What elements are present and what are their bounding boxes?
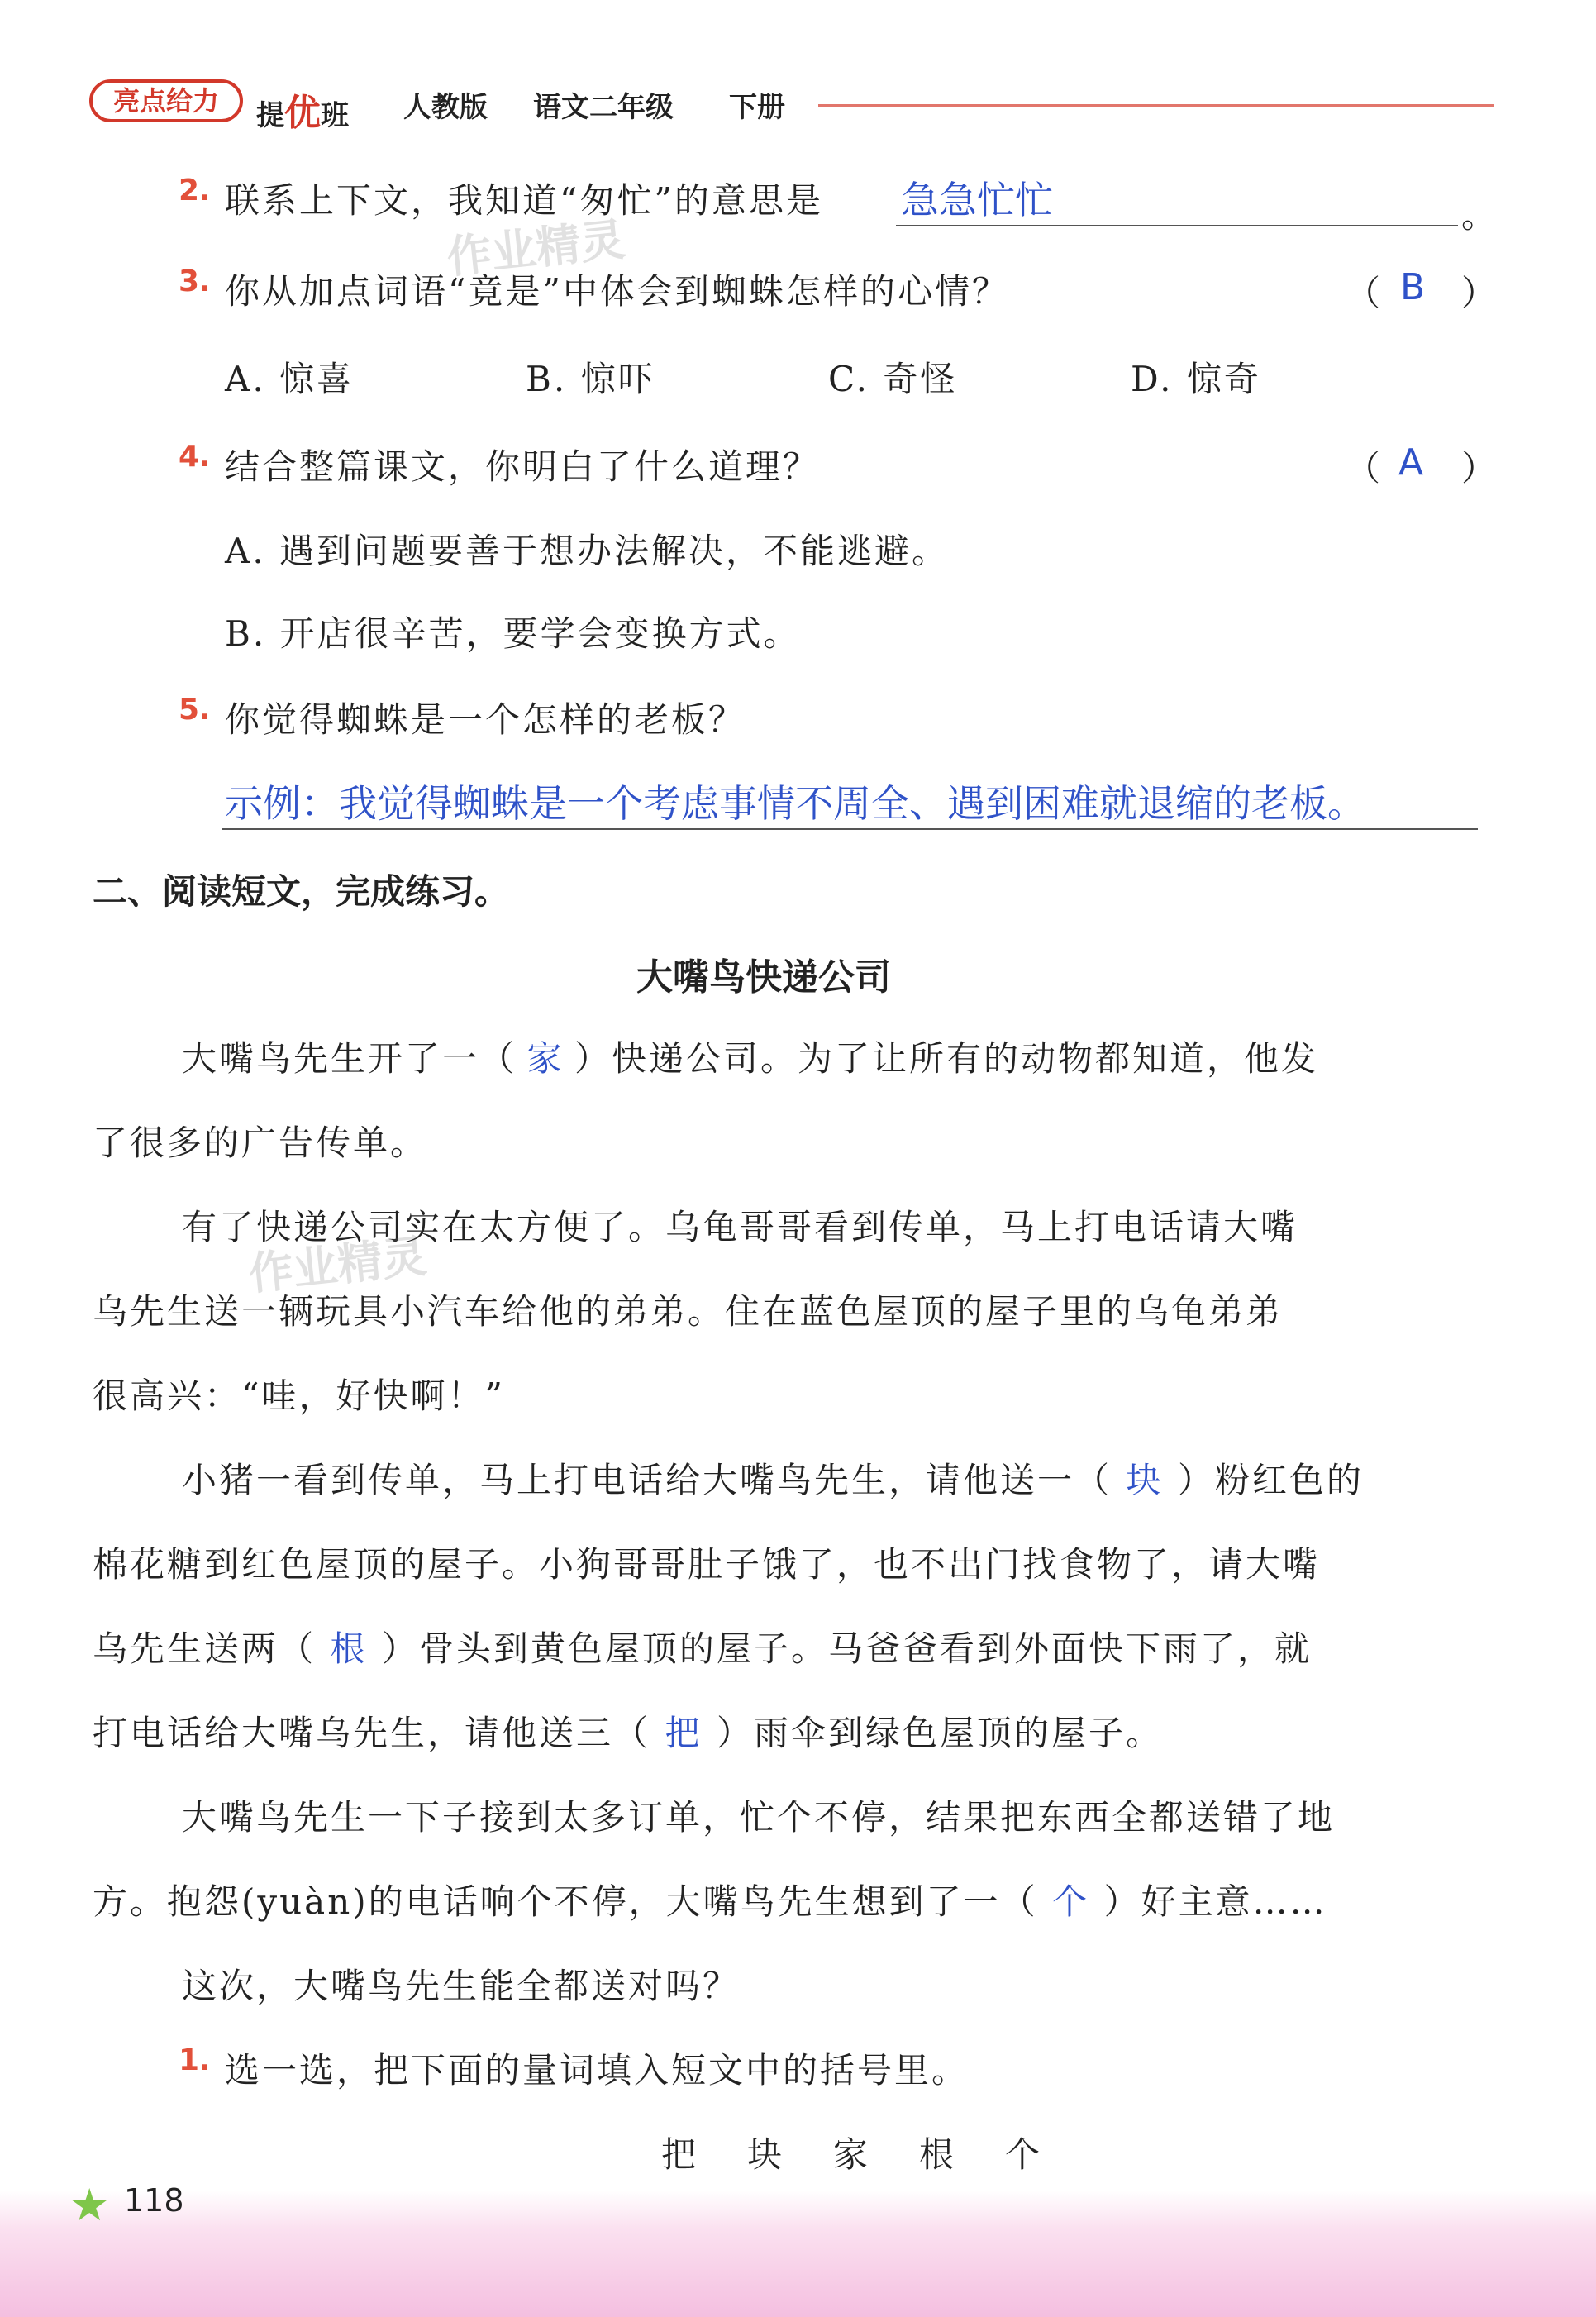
bracket-close: ） [1461,448,1499,489]
watermark: 作业精灵 [245,1229,430,1301]
question-text: 你从加点词语“竟是”中体会到蜘蛛怎样的心情？ [225,271,1009,312]
answer-text: 急急忙忙 [901,178,1053,222]
question-text: 选一选，把下面的量词填入短文中的括号里。 [225,2050,970,2091]
question-number: 1. [179,2043,211,2077]
word-bank-item: 根 [919,2134,957,2175]
option-c: C. 奇怪 [828,359,958,399]
passage-line: 了很多的广告传单。 [93,1123,428,1163]
fill-answer: 家 [526,1038,565,1079]
brand-logo: 亮点给力 [89,79,243,122]
fill-answer: 块 [1126,1460,1164,1500]
question-text: 联系上下文，我知道“匆忙”的意思是 [225,180,823,221]
option-a: A. 惊喜 [225,359,355,399]
fill-answer: 把 [665,1713,703,1753]
star-icon: ★ [69,2179,110,2231]
question-number: 3. [179,265,211,298]
word-bank-item: 家 [833,2134,871,2175]
bracket-open: （ [1346,273,1384,313]
passage-line: 棉花糖到红色屋顶的屋子。小狗哥哥肚子饿了，也不出门找食物了，请大嘴 [93,1544,1321,1585]
subject-label: 语文二年级 [533,91,674,124]
passage-line: 很高兴：“哇，好快啊！” [93,1375,505,1416]
edition-label: 人教版 [403,91,488,124]
passage-line: 有了快递公司实在太方便了。乌龟哥哥看到传单，马上打电话请大嘴 [182,1207,1298,1247]
answer-text: 示例：我觉得蜘蛛是一个考虑事情不周全、遇到困难就退缩的老板。 [225,781,1365,826]
section-heading: 二、阅读短文，完成练习。 [93,871,510,912]
question-number: 5. [179,693,211,727]
word-bank-item: 块 [747,2134,785,2175]
passage-line: 方。抱怨(yuàn)的电话响个不停，大嘴鸟先生想到了一（ 个 ）好主意…… [93,1875,1327,1924]
word-bank-item: 把 [661,2134,699,2175]
bracket-open: （ [1346,448,1384,489]
passage-line: 大嘴鸟先生开了一（ 家 ）快递公司。为了让所有的动物都知道，他发 [182,1032,1318,1081]
bracket-close: ） [1461,273,1499,313]
answer-blank-line [222,828,1478,830]
question-text: 你觉得蜘蛛是一个怎样的老板？ [225,699,746,740]
passage-line: 这次，大嘴鸟先生能全都送对吗？ [182,1966,741,2006]
punctuation: 。 [1461,195,1499,236]
word-bank-item: 个 [1005,2134,1043,2175]
question-number: 4. [179,440,211,474]
option-a: A. 遇到问题要善于想办法解决，不能逃避。 [225,531,950,571]
passage-line: 乌先生送一辆玩具小汽车给他的弟弟。住在蓝色屋顶的屋子里的乌龟弟弟 [93,1291,1284,1332]
passage-line: 乌先生送两（ 根 ）骨头到黄色屋顶的屋子。马爸爸看到外面快下雨了，就 [93,1622,1312,1671]
passage-line: 大嘴鸟先生一下子接到太多订单，忙个不停，结果把东西全都送错了地 [182,1797,1336,1838]
question-text: 结合整篇课文，你明白了什么道理？ [225,446,821,487]
header-rule [818,104,1494,107]
answer-blank-line [896,225,1458,226]
passage-line: 打电话给大嘴乌先生，请他送三（ 把 ）雨伞到绿色屋顶的屋子。 [93,1706,1163,1756]
choice-answer: B [1400,266,1426,308]
fill-answer: 根 [330,1628,368,1669]
page-number: 118 [124,2182,184,2219]
footer-band [0,2191,1596,2317]
option-b: B. 开店很辛苦，要学会变换方式。 [225,613,801,654]
choice-answer: A [1398,441,1424,484]
watermark: 作业精灵 [444,212,628,284]
volume-label: 下册 [729,91,785,124]
question-number: 2. [179,174,211,207]
passage-title: 大嘴鸟快递公司 [636,956,891,999]
option-b: B. 惊吓 [526,359,655,399]
brand-name: 提优班 [256,92,349,134]
option-d: D. 惊奇 [1131,359,1261,399]
passage-line: 小猪一看到传单，马上打电话给大嘴鸟先生，请他送一（ 块 ）粉红色的 [182,1453,1364,1503]
fill-answer: 个 [1052,1881,1090,1922]
